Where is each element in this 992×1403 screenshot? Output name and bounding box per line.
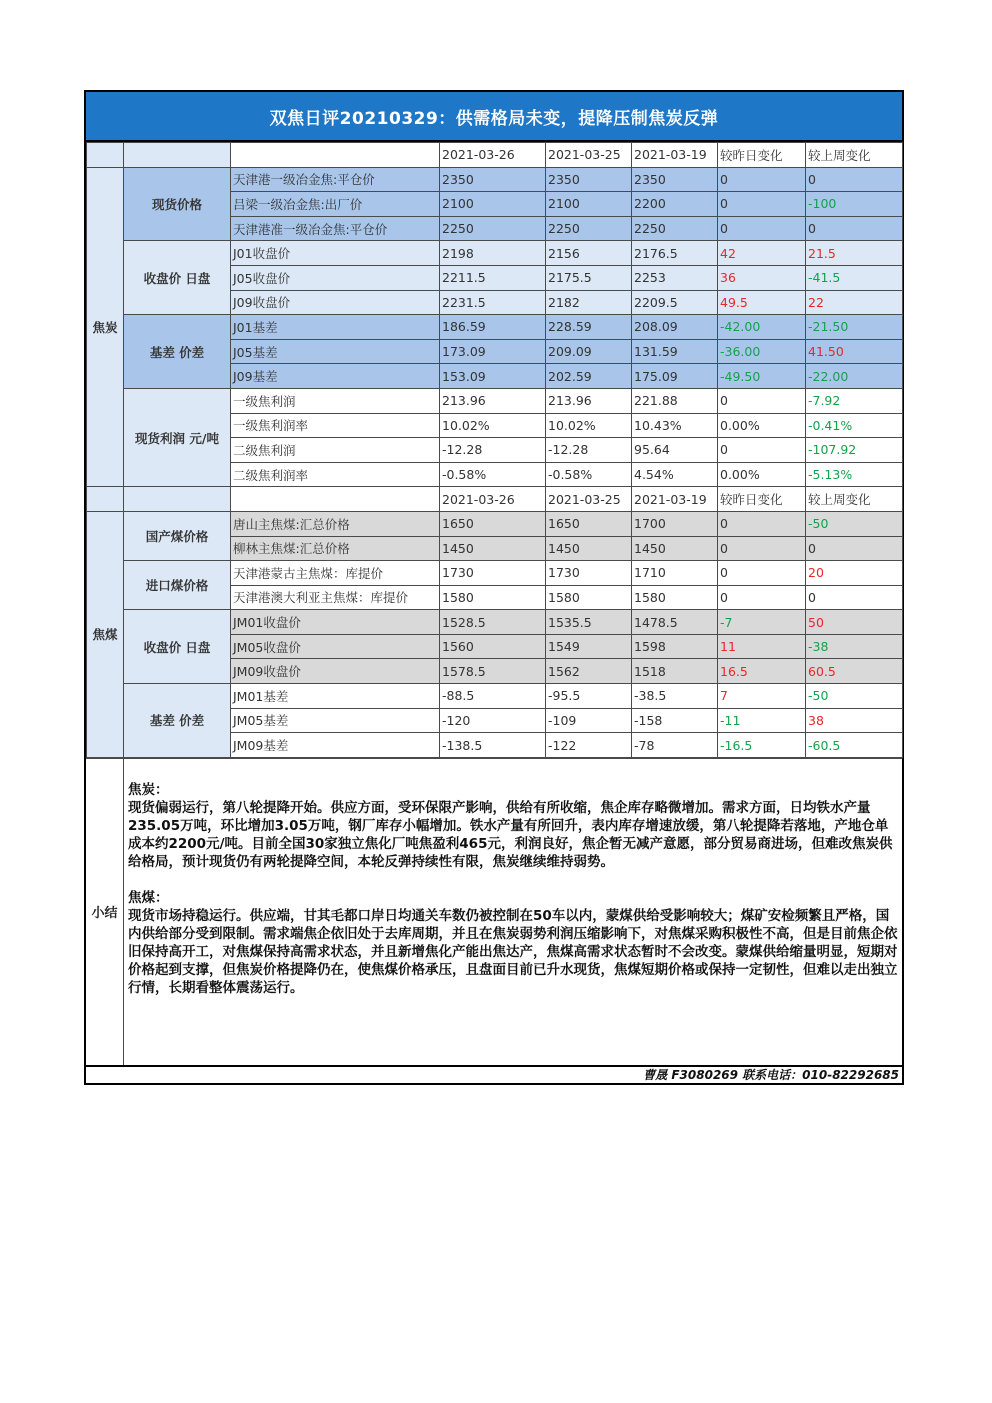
change-day-cell: 49.5 (718, 290, 806, 315)
value-cell: 2175.5 (546, 265, 632, 290)
group-label: 收盘价 日盘 (124, 241, 231, 315)
change-day-cell: -36.00 (718, 339, 806, 364)
value-cell: 1730 (546, 561, 632, 586)
change-day-cell: -42.00 (718, 315, 806, 340)
group-label: 现货价格 (124, 167, 231, 241)
change-week-cell: -5.13% (806, 462, 903, 487)
value-cell: 186.59 (440, 315, 546, 340)
footer-contact: 曹晟 F3080269 联系电话：010-82292685 (86, 1065, 902, 1083)
value-cell: 1598 (632, 634, 718, 659)
value-cell: 1700 (632, 511, 718, 536)
indicator-name: JM01收盘价 (231, 610, 440, 635)
table-row (87, 241, 903, 266)
report-sheet (84, 90, 904, 1085)
report-title: 双焦日评20210329：供需格局未变，提降压制焦炭反弹 (86, 92, 902, 142)
value-cell: 173.09 (440, 339, 546, 364)
change-week-cell: 0 (806, 536, 903, 561)
change-day-cell: 0 (718, 511, 806, 536)
summary-body (124, 759, 902, 1065)
table-row (87, 610, 903, 635)
change-day-cell: 7 (718, 684, 806, 709)
change-day-cell: 0 (718, 192, 806, 217)
value-cell: 153.09 (440, 364, 546, 389)
indicator-name: 天津港澳大利亚主焦煤：库提价 (231, 585, 440, 610)
value-cell: 2250 (440, 216, 546, 241)
value-cell: -38.5 (632, 684, 718, 709)
value-cell: 1450 (546, 536, 632, 561)
change-day-cell: -16.5 (718, 733, 806, 758)
indicator-name: J05收盘价 (231, 265, 440, 290)
value-cell: -12.28 (440, 438, 546, 463)
value-cell: 2100 (546, 192, 632, 217)
indicator-name: J09基差 (231, 364, 440, 389)
indicator-name: 二级焦利润率 (231, 462, 440, 487)
change-week-cell: 22 (806, 290, 903, 315)
change-week-cell: -41.5 (806, 265, 903, 290)
change-day-cell: 0 (718, 216, 806, 241)
value-cell: -122 (546, 733, 632, 758)
value-cell: 95.64 (632, 438, 718, 463)
value-cell: 2253 (632, 265, 718, 290)
value-cell: 10.02% (546, 413, 632, 438)
indicator-name: JM09收盘价 (231, 659, 440, 684)
change-week-cell: 41.50 (806, 339, 903, 364)
value-cell: 2231.5 (440, 290, 546, 315)
header-blank-cell (231, 143, 440, 168)
header-date: 2021-03-26 (440, 487, 546, 512)
header-date: 2021-03-25 (546, 143, 632, 168)
change-week-cell: 0 (806, 585, 903, 610)
indicator-name: 吕梁一级冶金焦:出厂价 (231, 192, 440, 217)
value-cell: -78 (632, 733, 718, 758)
value-cell: 131.59 (632, 339, 718, 364)
indicator-name: 一级焦利润 (231, 388, 440, 413)
change-week-cell: -22.00 (806, 364, 903, 389)
value-cell: -0.58% (546, 462, 632, 487)
change-week-cell: -0.41% (806, 413, 903, 438)
value-cell: 202.59 (546, 364, 632, 389)
indicator-name: JM01基差 (231, 684, 440, 709)
value-cell: 2176.5 (632, 241, 718, 266)
coal-summary-title: 焦煤： (128, 889, 169, 906)
change-day-cell: -11 (718, 708, 806, 733)
change-day-cell: 0 (718, 167, 806, 192)
group-label: 进口煤价格 (124, 561, 231, 610)
change-week-cell: 60.5 (806, 659, 903, 684)
header-date: 2021-03-19 (632, 487, 718, 512)
coke-section-label: 焦炭 (87, 167, 124, 487)
indicator-name: J09收盘价 (231, 290, 440, 315)
change-week-cell: 50 (806, 610, 903, 635)
value-cell: -158 (632, 708, 718, 733)
value-cell: 2209.5 (632, 290, 718, 315)
value-cell: 2200 (632, 192, 718, 217)
change-day-cell: 0 (718, 561, 806, 586)
header-blank-cell (124, 487, 231, 512)
change-day-cell: 16.5 (718, 659, 806, 684)
change-day-cell: 0 (718, 536, 806, 561)
header-change-week: 较上周变化 (806, 143, 903, 168)
change-day-cell: 0 (718, 388, 806, 413)
change-week-cell: -107.92 (806, 438, 903, 463)
group-label: 现货利润 元/吨 (124, 388, 231, 486)
change-week-cell: -60.5 (806, 733, 903, 758)
value-cell: -109 (546, 708, 632, 733)
value-cell: 1562 (546, 659, 632, 684)
value-cell: 1650 (440, 511, 546, 536)
value-cell: 1450 (632, 536, 718, 561)
change-week-cell: 0 (806, 167, 903, 192)
change-week-cell: -100 (806, 192, 903, 217)
indicator-name: 一级焦利润率 (231, 413, 440, 438)
value-cell: 221.88 (632, 388, 718, 413)
header-blank-cell (231, 487, 440, 512)
value-cell: 2250 (546, 216, 632, 241)
header-blank-cell (87, 143, 124, 168)
indicator-name: JM05收盘价 (231, 634, 440, 659)
table-row (87, 167, 903, 192)
change-day-cell: 0 (718, 585, 806, 610)
change-day-cell: 0 (718, 438, 806, 463)
indicator-name: J01收盘价 (231, 241, 440, 266)
indicator-name: 天津港准一级冶金焦:平仓价 (231, 216, 440, 241)
value-cell: 228.59 (546, 315, 632, 340)
value-cell: 2350 (632, 167, 718, 192)
indicator-name: J01基差 (231, 315, 440, 340)
value-cell: 213.96 (440, 388, 546, 413)
value-cell: 10.02% (440, 413, 546, 438)
group-label: 基差 价差 (124, 315, 231, 389)
header-row (87, 487, 903, 512)
value-cell: -138.5 (440, 733, 546, 758)
coal-summary-text: 现货市场持稳运行。供应端，甘其毛都口岸日均通关车数仍被控制在50车以内，蒙煤供给受影响较大；煤矿安检频繁且严格，国内供给部分受到限制。需求端焦企依旧处于去库周期，并且在焦炭弱势利润压缩影响下，对焦煤采购积极性不高，但是目前焦企依旧保持高开工，对焦煤保持高需求状态，并且新增焦化产能出焦达产，焦煤高需求状态暂时不会改变。蒙煤供给缩量明显，短期对价格起到支撑，但焦炭价格提降仍在，使焦煤价格承压，且盘面目前已升水现货，焦煤短期价格或保持一定韧性，但难以走出独立行情，长期看整体震荡运行。 (128, 907, 898, 996)
value-cell: 2250 (632, 216, 718, 241)
data-table (86, 142, 903, 758)
value-cell: 10.43% (632, 413, 718, 438)
change-week-cell: -7.92 (806, 388, 903, 413)
header-date: 2021-03-19 (632, 143, 718, 168)
value-cell: 2100 (440, 192, 546, 217)
value-cell: 2350 (440, 167, 546, 192)
table-row (87, 315, 903, 340)
value-cell: -0.58% (440, 462, 546, 487)
value-cell: -88.5 (440, 684, 546, 709)
indicator-name: JM05基差 (231, 708, 440, 733)
value-cell: 1650 (546, 511, 632, 536)
change-day-cell: 36 (718, 265, 806, 290)
coke-summary-title: 焦炭： (128, 781, 169, 798)
header-change-day: 较昨日变化 (718, 143, 806, 168)
value-cell: 1710 (632, 561, 718, 586)
table-row (87, 684, 903, 709)
value-cell: 175.09 (632, 364, 718, 389)
header-date: 2021-03-26 (440, 143, 546, 168)
value-cell: -12.28 (546, 438, 632, 463)
change-day-cell: 11 (718, 634, 806, 659)
group-label: 收盘价 日盘 (124, 610, 231, 684)
change-day-cell: -7 (718, 610, 806, 635)
table-row (87, 388, 903, 413)
indicator-name: 天津港一级冶金焦:平仓价 (231, 167, 440, 192)
change-week-cell: 0 (806, 216, 903, 241)
coke-summary-text: 现货偏弱运行，第八轮提降开始。供应方面，受环保限产影响，供给有所收缩，焦企库存略微增加。需求方面，日均铁水产量235.05万吨，环比增加3.05万吨，钢厂库存小幅增加。铁水产量有所回升，表内库存增速放缓，第八轮提降若落地，产地仓单成本约2200元/吨。目前全国30家独立焦化厂吨焦盈利465元，利润良好，焦企暂无减产意愿，部分贸易商进场，但难改焦炭供给格局，预计现货仍有两轮提降空间，本轮反弹持续性有限，焦炭继续维持弱势。 (128, 799, 893, 870)
group-label: 基差 价差 (124, 684, 231, 758)
change-week-cell: -50 (806, 511, 903, 536)
change-day-cell: 0.00% (718, 462, 806, 487)
value-cell: 2156 (546, 241, 632, 266)
value-cell: 2198 (440, 241, 546, 266)
value-cell: 2211.5 (440, 265, 546, 290)
change-day-cell: 0.00% (718, 413, 806, 438)
change-day-cell: -49.50 (718, 364, 806, 389)
indicator-name: 柳林主焦煤:汇总价格 (231, 536, 440, 561)
indicator-name: JM09基差 (231, 733, 440, 758)
value-cell: 1580 (632, 585, 718, 610)
value-cell: 1549 (546, 634, 632, 659)
value-cell: 208.09 (632, 315, 718, 340)
value-cell: 209.09 (546, 339, 632, 364)
indicator-name: 天津港蒙古主焦煤：库提价 (231, 561, 440, 586)
header-change-week: 较上周变化 (806, 487, 903, 512)
value-cell: 1450 (440, 536, 546, 561)
table-row (87, 561, 903, 586)
group-label: 国产煤价格 (124, 511, 231, 560)
value-cell: 1580 (546, 585, 632, 610)
indicator-name: 唐山主焦煤:汇总价格 (231, 511, 440, 536)
change-day-cell: 42 (718, 241, 806, 266)
value-cell: 1580 (440, 585, 546, 610)
header-blank-cell (124, 143, 231, 168)
value-cell: -95.5 (546, 684, 632, 709)
indicator-name: J05基差 (231, 339, 440, 364)
value-cell: 1560 (440, 634, 546, 659)
table-row (87, 511, 903, 536)
header-change-day: 较昨日变化 (718, 487, 806, 512)
value-cell: 2350 (546, 167, 632, 192)
value-cell: 2182 (546, 290, 632, 315)
value-cell: 1528.5 (440, 610, 546, 635)
value-cell: 1478.5 (632, 610, 718, 635)
change-week-cell: -38 (806, 634, 903, 659)
change-week-cell: 38 (806, 708, 903, 733)
indicator-name: 二级焦利润 (231, 438, 440, 463)
coking_coal-section-label: 焦煤 (87, 511, 124, 757)
value-cell: -120 (440, 708, 546, 733)
value-cell: 1518 (632, 659, 718, 684)
value-cell: 1730 (440, 561, 546, 586)
change-week-cell: 20 (806, 561, 903, 586)
value-cell: 1535.5 (546, 610, 632, 635)
value-cell: 4.54% (632, 462, 718, 487)
summary-label: 小结 (86, 759, 124, 1065)
change-week-cell: -21.50 (806, 315, 903, 340)
change-week-cell: -50 (806, 684, 903, 709)
value-cell: 213.96 (546, 388, 632, 413)
header-date: 2021-03-25 (546, 487, 632, 512)
value-cell: 1578.5 (440, 659, 546, 684)
header-row (87, 143, 903, 168)
header-blank-cell (87, 487, 124, 512)
summary-section (86, 758, 902, 1065)
change-week-cell: 21.5 (806, 241, 903, 266)
